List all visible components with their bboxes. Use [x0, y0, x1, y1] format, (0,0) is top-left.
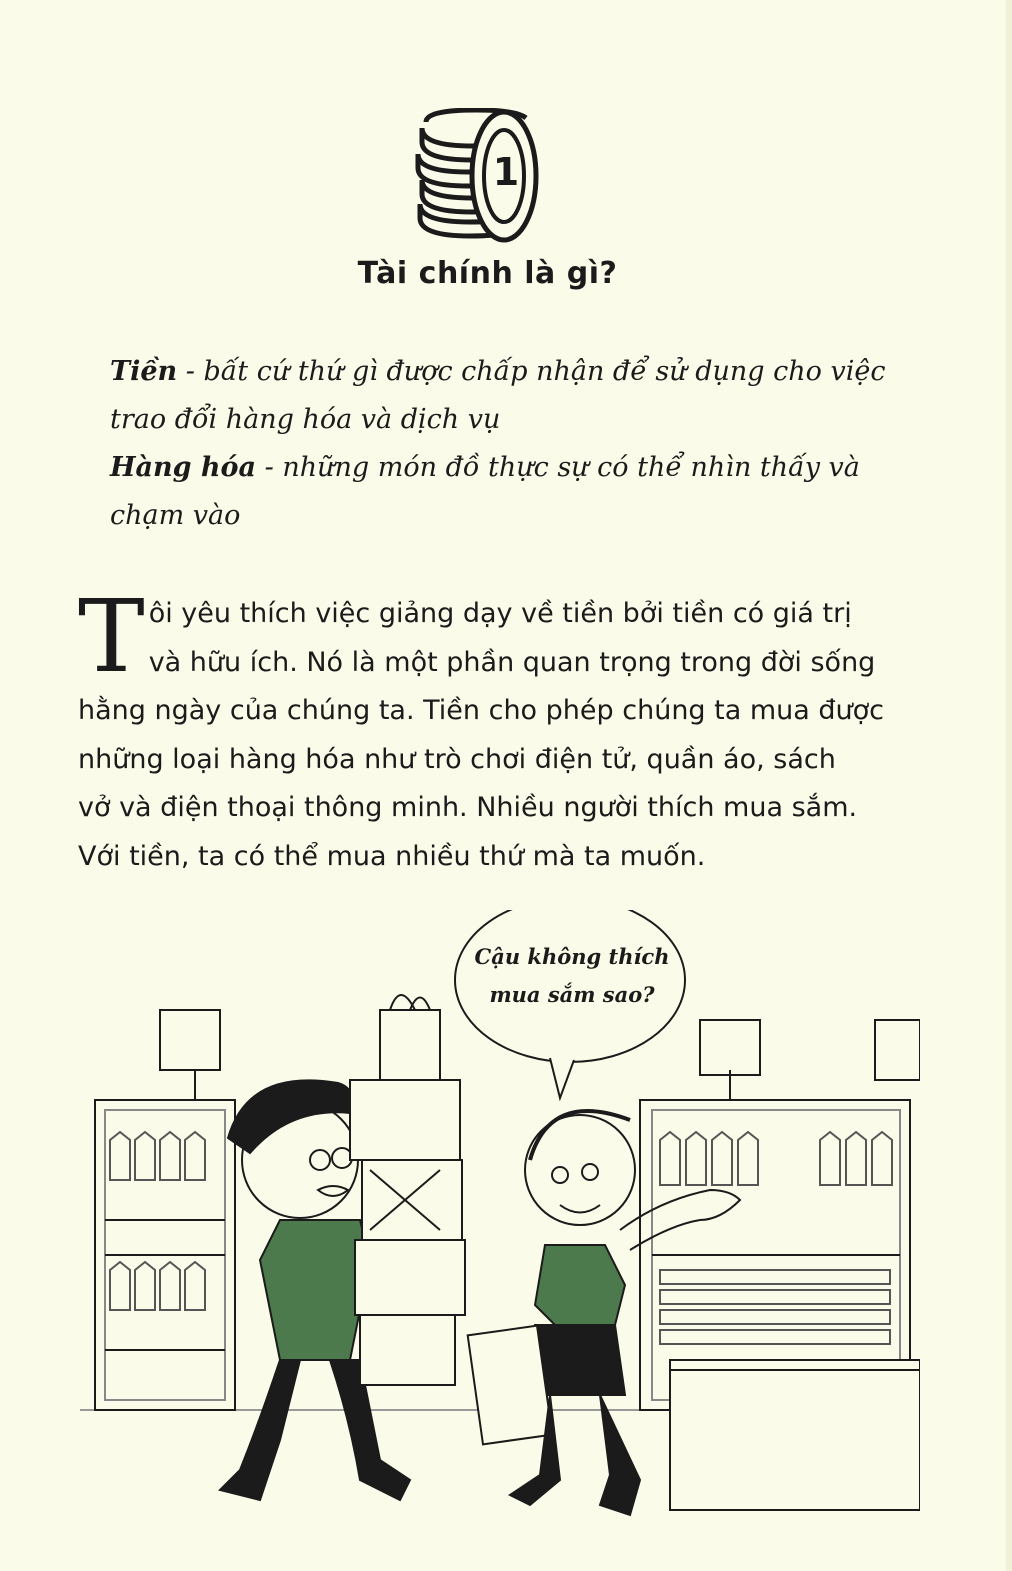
glossary-term: Tiền: [110, 356, 178, 387]
glossary: [110, 348, 910, 540]
body-line: vở và điện thoại thông minh. Nhiều người thích mua sắm.: [78, 792, 858, 823]
body-paragraph: [78, 578, 908, 881]
glossary-term: Hàng hóa: [110, 452, 257, 483]
speech-bubble-text: [462, 938, 682, 1014]
speech-bubble-line: mua sắm sao?: [489, 982, 655, 1007]
body-line: hằng ngày của chúng ta. Tiền cho phép chúng ta mua được: [78, 695, 885, 726]
glossary-definition: - những món đồ thực sự có thể nhìn thấy và: [256, 452, 860, 483]
body-line: ôi yêu thích việc giảng dạy về tiền bởi tiền có giá trị: [148, 598, 852, 629]
glossary-definition: - bất cứ thứ gì được chấp nhận để sử dụng cho việc: [177, 356, 886, 387]
chapter-number: 1: [492, 150, 520, 194]
glossary-entry-goods: [110, 444, 910, 492]
body-line: và hữu ích. Nó là một phần quan trọng trong đời sống: [148, 646, 876, 678]
drop-cap: T: [78, 578, 145, 695]
body-line: những loại hàng hóa như trò chơi điện tử, quần áo, sách: [78, 743, 836, 775]
page-edge: [1006, 0, 1012, 1571]
glossary-definition: chạm vào: [110, 500, 241, 531]
glossary-entry-money: [110, 348, 910, 396]
speech-bubble-line: Cậu không thích: [474, 944, 670, 969]
chapter-title: Tài chính là gì?: [357, 256, 618, 291]
glossary-definition: trao đổi hàng hóa và dịch vụ: [110, 404, 501, 435]
body-line: Với tiền, ta có thể mua nhiều thứ mà ta muốn.: [78, 840, 706, 872]
